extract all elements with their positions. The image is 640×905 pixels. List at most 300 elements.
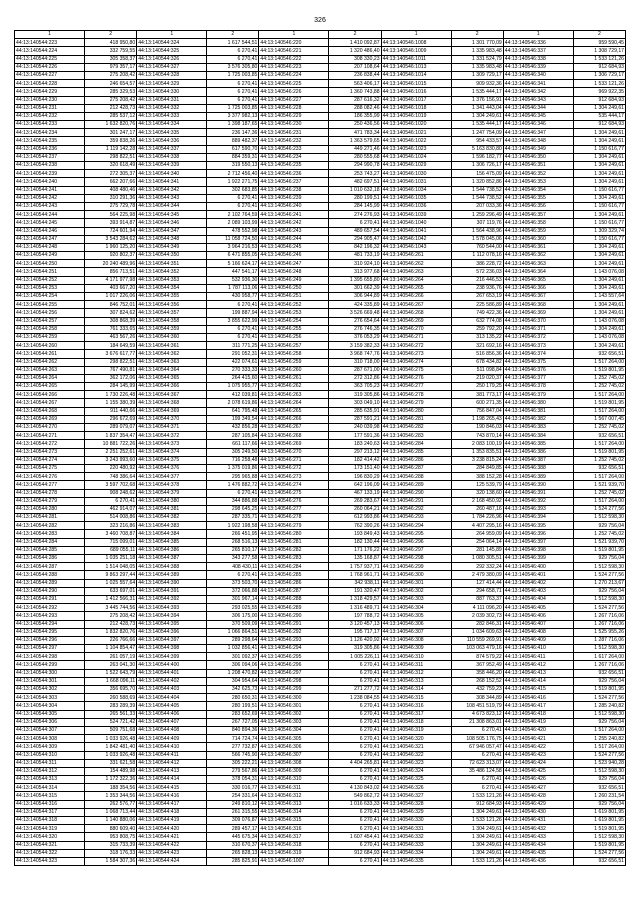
cadastral-number-cell: 44:13:140544:308	[15, 735, 85, 743]
cadastral-number-cell: 44:13:140544:271	[15, 432, 85, 440]
cadastral-number-cell: 44:13:140544:323	[15, 857, 85, 865]
cadastral-value-cell: 1 316 489,71	[329, 604, 381, 612]
cadastral-value-cell: 1 512 598,30	[573, 710, 625, 718]
cadastral-value-cell: 1 331 524,79	[451, 55, 503, 63]
cadastral-value-cell: 3 676 617,77	[85, 350, 137, 358]
cadastral-number-cell: 44:13:140546:253	[259, 309, 329, 317]
cadastral-value-cell: 6 270,41	[329, 841, 381, 849]
cadastral-value-cell: 743 870,14	[451, 432, 503, 440]
cadastral-value-cell: 362 172,06	[85, 374, 137, 382]
cadastral-number-cell: 44:13:140546:378	[503, 383, 573, 391]
cadastral-value-cell: 1 514 048,05	[85, 563, 137, 571]
cadastral-number-cell: 44:13:140544:313	[15, 776, 85, 784]
cadastral-number-cell: 44:13:140546:407	[503, 620, 573, 628]
cadastral-value-cell: 6 270,41	[207, 301, 259, 309]
table-row	[15, 383, 626, 391]
cadastral-value-cell: 320 138,60	[451, 489, 503, 497]
cadastral-number-cell: 44:13:140546:270	[381, 325, 451, 333]
cadastral-value-cell: 370 509,09	[207, 620, 259, 628]
cadastral-number-cell: 44:13:140544:314	[15, 784, 85, 792]
cadastral-number-cell: 44:13:140546:229	[259, 112, 329, 120]
cadastral-number-cell: 44:13:140546:221	[259, 47, 329, 55]
cadastral-number-cell: 44:13:140546:235	[259, 162, 329, 170]
cadastral-value-cell: 3 460 708,87	[85, 530, 137, 538]
cadastral-number-cell: 44:13:140546:268	[381, 309, 451, 317]
cadastral-number-cell: 44:13:140544:419	[137, 817, 207, 825]
cadastral-value-cell: 1 725 003,85	[207, 71, 259, 79]
cadastral-value-cell: 1 080 305,51	[451, 555, 503, 563]
cadastral-number-cell: 44:13:140546:256	[259, 333, 329, 341]
cadastral-number-cell: 44:13:140546:424	[503, 759, 573, 767]
cadastral-number-cell: 44:13:140544:280	[15, 505, 85, 513]
table-row	[15, 825, 626, 833]
cadastral-value-cell: 268 516,13	[207, 538, 259, 546]
cadastral-number-cell: 44:13:140546:295	[381, 530, 451, 538]
cadastral-number-cell: 44:13:140544:366	[137, 383, 207, 391]
cadastral-number-cell: 44:13:140546:314	[381, 686, 451, 694]
cadastral-value-cell: 319 550,13	[207, 162, 259, 170]
cadastral-number-cell: 44:13:140546:418	[503, 710, 573, 718]
cadastral-value-cell: 642 196,09	[329, 481, 381, 489]
cadastral-value-cell: 1 140 880,06	[85, 817, 137, 825]
table-row	[15, 694, 626, 702]
cadastral-number-cell: 44:13:140544:322	[15, 849, 85, 857]
cadastral-number-cell: 44:13:140546:1043	[381, 243, 451, 251]
cadastral-number-cell: 44:13:140544:320	[15, 833, 85, 841]
cadastral-value-cell: 1 544 738,52	[451, 194, 503, 202]
cadastral-number-cell: 44:13:140546:401	[503, 571, 573, 579]
cadastral-number-cell: 44:13:140546:310	[381, 653, 451, 661]
cadastral-number-cell: 44:13:140546:223	[259, 63, 329, 71]
cadastral-value-cell: 283 289,39	[85, 702, 137, 710]
cadastral-number-cell: 44:13:140546:375	[503, 358, 573, 366]
cadastral-number-cell: 44:13:140544:241	[15, 186, 85, 194]
cadastral-number-cell: 44:13:140544:293	[15, 612, 85, 620]
cadastral-value-cell: 1 375 019,86	[207, 464, 259, 472]
cadastral-value-cell: 1 304 249,61	[451, 112, 503, 120]
cadastral-number-cell: 44:13:140546:263	[381, 268, 451, 276]
cadastral-number-cell: 44:13:140544:225	[15, 55, 85, 63]
table-row	[15, 325, 626, 333]
cadastral-number-cell: 44:13:140546:353	[503, 178, 573, 186]
cadastral-number-cell: 44:13:140546:358	[503, 219, 573, 227]
cadastral-number-cell: 44:13:140546:289	[381, 481, 451, 489]
cadastral-value-cell: 5 163 830,80	[451, 145, 503, 153]
cadastral-value-cell: 293 025,55	[207, 604, 259, 612]
cadastral-value-cell: 929 756,04	[573, 718, 625, 726]
cadastral-number-cell: 44:13:140546:397	[503, 538, 573, 546]
cadastral-value-cell: 887 763,37	[451, 595, 503, 603]
table-row	[15, 374, 626, 382]
cadastral-number-cell: 44:13:140544:416	[137, 792, 207, 800]
cadastral-value-cell: 310 924,10	[329, 260, 381, 268]
cadastral-number-cell: 44:13:140544:257	[15, 317, 85, 325]
column-header: 2	[329, 31, 381, 39]
cadastral-value-cell: 313 977,68	[329, 268, 381, 276]
cadastral-number-cell: 44:13:140546:311	[381, 661, 451, 669]
cadastral-value-cell: 1 301 770,09	[451, 39, 503, 47]
cadastral-number-cell: 44:13:140546:244	[259, 235, 329, 243]
table-row	[15, 129, 626, 137]
cadastral-value-cell: 846 752,01	[85, 301, 137, 309]
cadastral-number-cell: 44:13:140546:406	[503, 612, 573, 620]
table-row	[15, 399, 626, 407]
cadastral-number-cell: 44:13:140546:377	[503, 374, 573, 382]
cadastral-value-cell: 1 267 716,06	[573, 661, 625, 669]
cadastral-number-cell: 44:13:140546:361	[503, 243, 573, 251]
cadastral-value-cell: 424 335,89	[329, 301, 381, 309]
table-row	[15, 595, 626, 603]
cadastral-number-cell: 44:13:140546:1023	[381, 145, 451, 153]
cadastral-number-cell: 44:13:140546:248	[259, 268, 329, 276]
cadastral-value-cell: 303 049,10	[329, 399, 381, 407]
cadastral-number-cell: 44:13:140544:252	[15, 276, 85, 284]
cadastral-value-cell: 6 270,41	[207, 202, 259, 210]
cadastral-number-cell: 44:13:140546:272	[381, 342, 451, 350]
cadastral-number-cell: 44:13:140546:389	[503, 473, 573, 481]
cadastral-value-cell: 275 208,42	[85, 612, 137, 620]
cadastral-number-cell: 44:13:140544:338	[137, 153, 207, 161]
cadastral-value-cell: 319 305,86	[329, 391, 381, 399]
cadastral-value-cell: 285 329,53	[85, 88, 137, 96]
cadastral-value-cell: 182 414,42	[329, 456, 381, 464]
cadastral-value-cell: 1 252 745,02	[573, 424, 625, 432]
cadastral-number-cell: 44:13:140546:400	[503, 563, 573, 571]
cadastral-number-cell: 44:13:140546:1013	[381, 63, 451, 71]
table-row	[15, 194, 626, 202]
cadastral-number-cell: 44:13:140544:344	[137, 202, 207, 210]
cadastral-number-cell: 44:13:140544:353	[137, 276, 207, 284]
cadastral-value-cell: 1 353 835,51	[451, 448, 503, 456]
cadastral-number-cell: 44:13:140546:390	[503, 481, 573, 489]
table-row	[15, 726, 626, 734]
cadastral-value-cell: 408 430,11	[207, 563, 259, 571]
cadastral-number-cell: 44:13:140546:281	[259, 538, 329, 546]
cadastral-value-cell: 912 684,93	[451, 800, 503, 808]
cadastral-number-cell: 44:13:140546:257	[259, 342, 329, 350]
cadastral-number-cell: 44:13:140544:311	[15, 759, 85, 767]
cadastral-number-cell: 44:13:140546:269	[381, 317, 451, 325]
cadastral-number-cell: 44:13:140544:269	[15, 415, 85, 423]
cadastral-number-cell: 44:13:140546:1039	[381, 211, 451, 219]
cadastral-number-cell: 44:13:140544:248	[15, 243, 85, 251]
cadastral-number-cell: 44:13:140546:343	[503, 96, 573, 104]
cadastral-number-cell: 44:13:140546:316	[381, 702, 451, 710]
column-header: 1	[15, 31, 85, 39]
cadastral-number-cell: 44:13:140544:330	[137, 88, 207, 96]
cadastral-value-cell: 1 267 716,06	[573, 612, 625, 620]
cadastral-number-cell: 44:13:140546:303	[259, 718, 329, 726]
cadastral-value-cell: 1 005 226,11	[329, 653, 381, 661]
cadastral-value-cell: 246 654,57	[85, 80, 137, 88]
cadastral-number-cell: 44:13:140546:1034	[381, 186, 451, 194]
cadastral-value-cell: 6 270,41	[329, 726, 381, 734]
cadastral-number-cell: 44:13:140546:395	[503, 522, 573, 530]
cadastral-number-cell: 44:13:140544:262	[15, 358, 85, 366]
cadastral-value-cell: 482 697,51	[329, 178, 381, 186]
cadastral-number-cell: 44:13:140546:367	[503, 293, 573, 301]
header-row	[15, 31, 626, 39]
cadastral-number-cell: 44:13:140544:301	[15, 677, 85, 685]
cadastral-number-cell: 44:13:140546:287	[381, 464, 451, 472]
cadastral-number-cell: 44:13:140544:341	[137, 178, 207, 186]
cadastral-number-cell: 44:13:140546:402	[503, 579, 573, 587]
cadastral-value-cell: 2 712 456,40	[207, 170, 259, 178]
cadastral-value-cell: 292 332,24	[451, 563, 503, 571]
cadastral-number-cell: 44:13:140546:282	[259, 546, 329, 554]
cadastral-value-cell: 225 586,89	[451, 301, 503, 309]
cadastral-value-cell: 1 252 745,02	[573, 383, 625, 391]
cadastral-value-cell: 1 517 264,00	[573, 743, 625, 751]
cadastral-value-cell: 307 824,62	[85, 309, 137, 317]
table-row	[15, 202, 626, 210]
cadastral-value-cell: 261 057,19	[85, 653, 137, 661]
cadastral-number-cell: 44:13:140546:306	[381, 620, 451, 628]
cadastral-value-cell: 929 756,04	[573, 522, 625, 530]
cadastral-number-cell: 44:13:140544:331	[137, 96, 207, 104]
cadastral-number-cell: 44:13:140544:424	[137, 857, 207, 865]
table-row	[15, 268, 626, 276]
table-row	[15, 276, 626, 284]
cadastral-number-cell: 44:13:140546:319	[381, 726, 451, 734]
cadastral-value-cell: 301 967,14	[207, 595, 259, 603]
cadastral-value-cell: 358 446,20	[451, 669, 503, 677]
cadastral-value-cell: 304 954,64	[207, 677, 259, 685]
cadastral-number-cell: 44:13:140544:399	[137, 653, 207, 661]
cadastral-value-cell: 108 451 519,79	[451, 702, 503, 710]
cadastral-value-cell: 342 938,11	[329, 579, 381, 587]
cadastral-number-cell: 44:13:140546:241	[259, 211, 329, 219]
cadastral-value-cell: 524 721,42	[85, 718, 137, 726]
cadastral-number-cell: 44:13:140546:436	[503, 857, 573, 865]
cadastral-value-cell: 1 016 633,33	[329, 800, 381, 808]
table-row	[15, 137, 626, 145]
table-row	[15, 833, 626, 841]
cadastral-number-cell: 44:13:140544:234	[15, 129, 85, 137]
cadastral-value-cell: 388 152,28	[451, 473, 503, 481]
table-row	[15, 39, 626, 47]
table-row	[15, 563, 626, 571]
cadastral-number-cell: 44:13:140544:321	[15, 841, 85, 849]
cadastral-number-cell: 44:13:140544:284	[15, 538, 85, 546]
table-row	[15, 636, 626, 644]
cadastral-number-cell: 44:13:140544:277	[15, 481, 85, 489]
cadastral-number-cell: 44:13:140544:255	[15, 301, 85, 309]
cadastral-number-cell: 44:13:140546:337	[503, 47, 573, 55]
table-row	[15, 800, 626, 808]
cadastral-number-cell: 44:13:140546:409	[503, 636, 573, 644]
cadastral-number-cell: 44:13:140544:316	[15, 800, 85, 808]
cadastral-number-cell: 44:13:140546:363	[503, 260, 573, 268]
cadastral-value-cell: 1 150 616,77	[573, 219, 625, 227]
cadastral-value-cell: 1 533 121,26	[573, 55, 625, 63]
cadastral-number-cell: 44:13:140546:262	[259, 383, 329, 391]
table-row	[15, 104, 626, 112]
table-row	[15, 350, 626, 358]
cadastral-number-cell: 44:13:140546:336	[503, 39, 573, 47]
cadastral-number-cell: 44:13:140546:321	[381, 743, 451, 751]
cadastral-number-cell: 44:13:140546:362	[503, 252, 573, 260]
cadastral-value-cell: 1 524 277,56	[573, 849, 625, 857]
table-row	[15, 497, 626, 505]
cadastral-value-cell: 264 959,09	[451, 530, 503, 538]
cadastral-number-cell: 44:13:140546:300	[381, 571, 451, 579]
table-row	[15, 579, 626, 587]
cadastral-value-cell: 260 064,21	[329, 505, 381, 513]
cadastral-value-cell: 267 653,19	[451, 293, 503, 301]
cadastral-number-cell: 44:13:140544:364	[137, 366, 207, 374]
cadastral-value-cell: 308 344,89	[451, 694, 503, 702]
cadastral-number-cell: 44:13:140544:264	[15, 374, 85, 382]
cadastral-value-cell: 301 247,17	[85, 129, 137, 137]
cadastral-value-cell: 319 305,86	[329, 645, 381, 653]
cadastral-number-cell: 44:13:140544:326	[137, 55, 207, 63]
cadastral-value-cell: 4 171 977,98	[85, 276, 137, 284]
cadastral-value-cell: 929 756,04	[573, 677, 625, 685]
cadastral-number-cell: 44:13:140544:294	[15, 620, 85, 628]
cadastral-value-table	[14, 30, 626, 866]
column-header: 2	[451, 31, 503, 39]
cadastral-number-cell: 44:13:140546:360	[503, 235, 573, 243]
cadastral-value-cell: 238 936,76	[451, 284, 503, 292]
cadastral-value-cell: 298 822,51	[85, 358, 137, 366]
cadastral-number-cell: 44:13:140546:286	[259, 579, 329, 587]
cadastral-value-cell: 1 524 277,56	[573, 505, 625, 513]
cadastral-value-cell: 376 053,29	[329, 333, 381, 341]
cadastral-number-cell: 44:13:140546:273	[381, 350, 451, 358]
cadastral-value-cell: 302 683,85	[207, 186, 259, 194]
cadastral-number-cell: 44:13:140546:376	[503, 366, 573, 374]
cadastral-value-cell: 1 837 354,47	[85, 432, 137, 440]
cadastral-value-cell: 1 304 249,61	[451, 841, 503, 849]
cadastral-number-cell: 44:13:140546:300	[259, 694, 329, 702]
cadastral-value-cell: 367 952,49	[451, 661, 503, 669]
cadastral-value-cell: 509 751,68	[85, 726, 137, 734]
cadastral-number-cell: 44:13:140546:231	[259, 129, 329, 137]
cadastral-value-cell: 1 247 754,09	[451, 129, 503, 137]
cadastral-number-cell: 44:13:140544:374	[137, 448, 207, 456]
cadastral-number-cell: 44:13:140546:226	[259, 88, 329, 96]
cadastral-number-cell: 44:13:140546:286	[381, 456, 451, 464]
cadastral-number-cell: 44:13:140546:352	[503, 170, 573, 178]
cadastral-value-cell: 6 270,41	[207, 88, 259, 96]
cadastral-value-cell: 182 130,44	[329, 538, 381, 546]
cadastral-number-cell: 44:13:140546:288	[381, 473, 451, 481]
page-number: 326	[314, 17, 326, 24]
cadastral-number-cell: 44:13:140546:274	[381, 358, 451, 366]
cadastral-number-cell: 44:13:140546:423	[503, 751, 573, 759]
table-row	[15, 645, 626, 653]
cadastral-value-cell: 408 480,46	[85, 186, 137, 194]
cadastral-number-cell: 44:13:140546:434	[503, 841, 573, 849]
cadastral-value-cell: 1 533 121,26	[451, 817, 503, 825]
cadastral-number-cell: 44:13:140546:341	[503, 80, 573, 88]
cadastral-number-cell: 44:13:140544:392	[137, 595, 207, 603]
cadastral-value-cell: 1 564 438,96	[451, 227, 503, 235]
cadastral-value-cell: 6 270,41	[329, 669, 381, 677]
cadastral-number-cell: 44:13:140546:323	[381, 759, 451, 767]
cadastral-value-cell: 632 774,08	[451, 317, 503, 325]
cadastral-value-cell: 6 270,41	[329, 825, 381, 833]
cadastral-value-cell: 714 724,74	[207, 735, 259, 743]
cadastral-value-cell: 220 480,92	[85, 464, 137, 472]
cadastral-number-cell: 44:13:140546:335	[381, 857, 451, 865]
table-row	[15, 514, 626, 522]
cadastral-number-cell: 44:13:140544:395	[137, 620, 207, 628]
table-row	[15, 710, 626, 718]
cadastral-number-cell: 44:13:140546:368	[503, 301, 573, 309]
cadastral-value-cell: 294 990,78	[329, 162, 381, 170]
cadastral-number-cell: 44:13:140544:378	[137, 481, 207, 489]
cadastral-number-cell: 44:13:140546:287	[259, 587, 329, 595]
table-row	[15, 243, 626, 251]
table-row	[15, 211, 626, 219]
cadastral-number-cell: 44:13:140546:412	[503, 661, 573, 669]
cadastral-value-cell: 1 535 444,17	[451, 121, 503, 129]
cadastral-number-cell: 44:13:140546:307	[381, 628, 451, 636]
table-row	[15, 301, 626, 309]
cadastral-number-cell: 44:13:140544:329	[137, 80, 207, 88]
cadastral-value-cell: 207 108,64	[329, 63, 381, 71]
cadastral-value-cell: 20 240 489,96	[85, 260, 137, 268]
cadastral-number-cell: 44:13:140546:237	[259, 178, 329, 186]
table-row	[15, 849, 626, 857]
cadastral-number-cell: 44:13:140546:298	[259, 677, 329, 685]
cadastral-value-cell: 761 333,65	[85, 325, 137, 333]
cadastral-value-cell: 4 404 265,81	[329, 759, 381, 767]
cadastral-value-cell: 909 932,36	[451, 80, 503, 88]
cadastral-value-cell: 310 670,37	[207, 841, 259, 849]
cadastral-value-cell: 767 490,81	[85, 366, 137, 374]
cadastral-value-cell: 309 076,87	[207, 817, 259, 825]
cadastral-number-cell: 44:13:140546:387	[503, 456, 573, 464]
cadastral-value-cell: 196 830,29	[329, 473, 381, 481]
cadastral-number-cell: 44:13:140544:333	[137, 112, 207, 120]
cadastral-value-cell: 386 228,72	[451, 260, 503, 268]
cadastral-value-cell: 1 252 745,02	[573, 374, 625, 382]
cadastral-value-cell: 959 590,45	[573, 39, 625, 47]
cadastral-value-cell: 6 270,41	[329, 776, 381, 784]
cadastral-number-cell: 44:13:140546:239	[259, 194, 329, 202]
cadastral-value-cell: 199 349,54	[207, 415, 259, 423]
cadastral-number-cell: 44:13:140544:247	[15, 235, 85, 243]
cadastral-number-cell: 44:13:140544:398	[137, 645, 207, 653]
cadastral-value-cell: 1 320 852,86	[451, 178, 503, 186]
table-row	[15, 784, 626, 792]
cadastral-number-cell: 44:13:140546:347	[503, 129, 573, 137]
cadastral-value-cell: 6 270,41	[207, 55, 259, 63]
cadastral-value-cell: 207 033,36	[451, 202, 503, 210]
cadastral-number-cell: 44:13:140544:317	[15, 808, 85, 816]
cadastral-value-cell: 1 033 926,48	[85, 751, 137, 759]
cadastral-number-cell: 44:13:140546:267	[259, 424, 329, 432]
cadastral-number-cell: 44:13:140546:384	[503, 432, 573, 440]
cadastral-value-cell: 265 810,17	[207, 546, 259, 554]
table-row	[15, 538, 626, 546]
table-row	[15, 71, 626, 79]
cadastral-number-cell: 44:13:140546:307	[259, 751, 329, 759]
cadastral-value-cell: 267 727,05	[207, 718, 259, 726]
cadastral-number-cell: 44:13:140546:1019	[381, 112, 451, 120]
cadastral-number-cell: 44:13:140546:294	[381, 522, 451, 530]
cadastral-value-cell: 1 517 264,00	[573, 358, 625, 366]
cadastral-value-cell: 108 505 176,75	[451, 735, 503, 743]
cadastral-number-cell: 44:13:140546:302	[381, 587, 451, 595]
cadastral-number-cell: 44:13:140544:303	[15, 694, 85, 702]
cadastral-value-cell: 4 407 295,16	[451, 522, 503, 530]
cadastral-value-cell: 356 695,70	[85, 686, 137, 694]
cadastral-number-cell: 44:13:140546:245	[259, 243, 329, 251]
